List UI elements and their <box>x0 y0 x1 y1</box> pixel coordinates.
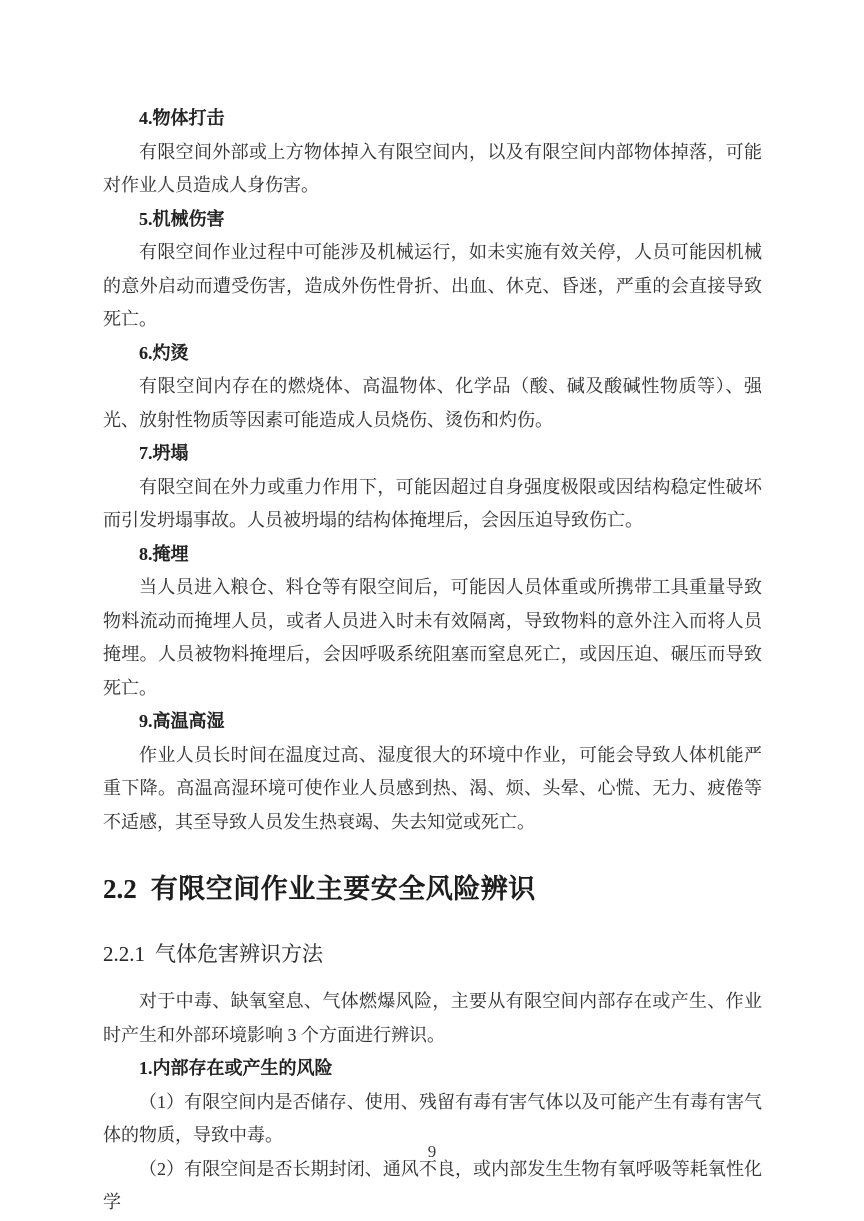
subsection-title-text: 气体危害辨识方法 <box>155 942 323 966</box>
paragraph-internal-risk-item2: （2）有限空间是否长期封闭、通风不良，或内部发生生物有氧呼吸等耗氧性化学 <box>103 1158 762 1212</box>
paragraph-gas-identification-intro: 对于中毒、缺氧窒息、气体燃爆风险，主要从有限空间内部存在或产生、作业时产生和外部环境影响 3 个方面进行辨识。 <box>103 991 762 1045</box>
section-title-text: 有限空间作业主要安全风险辨识 <box>150 874 536 904</box>
heading-internal-risk: 1.内部存在或产生的风险 <box>139 1058 333 1078</box>
paragraph-mechanical-injury: 有限空间作业过程中可能涉及机械运行，如未实施有效关停，人员可能因机械的意外启动而遭受伤害，造成外伤性骨折、出血、休克、昏迷，严重的会直接导致死亡。 <box>103 242 762 329</box>
paragraph-collapse: 有限空间在外力或重力作用下，可能因超过自身强度极限或因结构稳定性破坏而引发坍塌事故。人员被坍塌的结构体掩埋后，会因压迫导致伤亡。 <box>103 476 762 530</box>
heading-engulfment: 8.掩埋 <box>139 543 189 564</box>
heading-high-temp-humidity: 9.高温高湿 <box>139 711 225 731</box>
subsection-heading-2-2-1 <box>103 939 762 969</box>
heading-object-strike: 4.物体打击 <box>139 108 225 128</box>
section-heading-2-2 <box>103 871 762 907</box>
paragraph-burn-scald: 有限空间内存在的燃烧体、高温物体、化学品（酸、碱及酸碱性物质等）、强光、放射性物质等因素可能造成人员烧伤、烫伤和灼伤。 <box>103 376 762 430</box>
paragraph-engulfment: 当人员进入粮仓、料仓等有限空间后，可能因人员体重或所携带工具重量导致物料流动而掩埋人员，或者人员进入时未有效隔离，导致物料的意外注入而将人员掩埋。人员被物料掩埋后，会因呼吸系统阻塞而窒息死亡，或因压迫、碾压而导致死亡。 <box>103 577 762 698</box>
section-number: 2.2 <box>103 874 137 904</box>
page-number: 9 <box>427 1142 437 1161</box>
heading-collapse: 7.坍塌 <box>139 443 189 463</box>
heading-mechanical-injury: 5.机械伤害 <box>139 208 225 229</box>
paragraph-internal-risk-item1: （1）有限空间内是否储存、使用、残留有毒有害气体以及可能产生有毒有害气体的物质，导致中毒。 <box>103 1091 762 1145</box>
heading-burn-scald: 6.灼烫 <box>139 342 189 363</box>
paragraph-high-temp-humidity: 作业人员长时间在温度过高、湿度很大的环境中作业，可能会导致人体机能严重下降。高温高湿环境可使作业人员感到热、渴、烦、头晕、心慌、无力、疲倦等不适感，其至导致人员发生热衰竭、失去知觉或死亡。 <box>103 744 762 832</box>
subsection-number: 2.2.1 <box>103 942 145 966</box>
paragraph-object-strike: 有限空间外部或上方物体掉入有限空间内，以及有限空间内部物体掉落，可能对作业人员造成人身伤害。 <box>103 141 762 195</box>
page-body-text <box>103 102 762 1220</box>
